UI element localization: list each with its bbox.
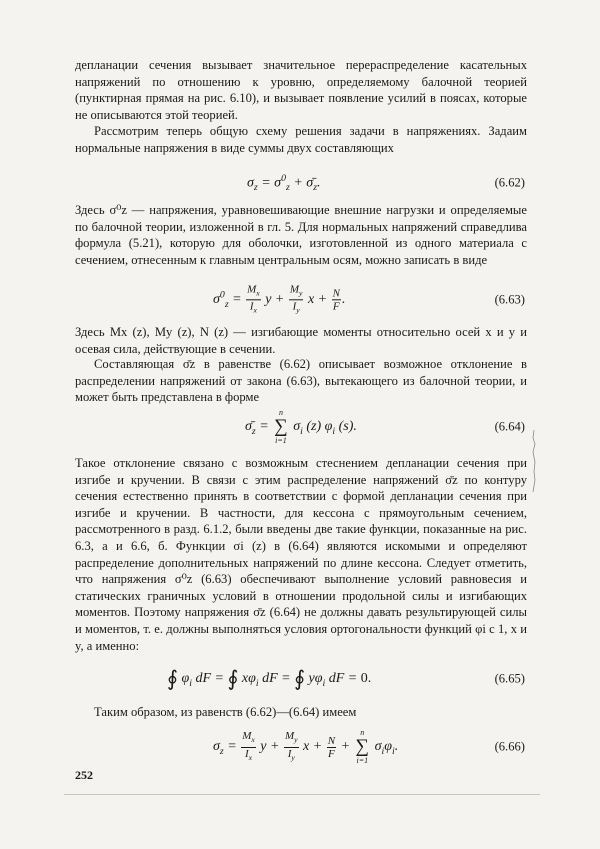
- equation-number: (6.62): [494, 175, 525, 190]
- paragraph-5: Составляющая σ̄z в равенстве (6.62) описывает возможное отклонение в распределении напряжений от закона (6.63), вытекающего из балочной теории, и может быть представлена в форме: [75, 357, 527, 405]
- equation-number: (6.65): [494, 671, 525, 686]
- bottom-divider: [64, 794, 540, 795]
- paragraph-6: Такое отклонение связано с возможным стеснением депланации сечения при изгибе и кручении. В связи с этим распределение напряжений σ̄z по контуру сечения естественно принять в соответствии с формой депланации сечения при изгибе и кручении. В частности, для кессона с прямоугольным сечением, рассмотренного в разд. 6.1.2, были введены две такие функции, показанные на рис. 6.3, а и 6.6, б. Функции σi (z) в (6.64) являются искомыми и определяют распределение дополнительных напряжений по длине кессона. Следует отметить, что напряжения σ⁰z (6.63) обеспечивают выполнение условий равновесия и статических граничных условий в отношении продольной силы и изгибающих моментов. Поэтому напряжения σ̄z (6.64) не должны давать результирующей силы и моментов, т. е. должны выполняться условия ортогональности функций φi с 1, x и y, а именно:: [75, 456, 527, 653]
- equation-number: (6.63): [494, 292, 525, 307]
- margin-ink-mark: [531, 428, 537, 494]
- paragraph-2: Рассмотрим теперь общую схему решения задачи в напряжениях. Задаим нормальные напряжения в виде суммы двух составляющих: [75, 124, 527, 155]
- paragraph-4: Здесь Mx (z), My (z), N (z) — изгибающие моменты относительно осей x и y и осевая сила, действующие в сечении.: [75, 325, 527, 356]
- equation-6-66: $\sigma_z$ = $\frac{M_x}{I_x}$ y + $\frac{M_y}{I_y}$ x + $\frac{N}{F}$ + n ∑ i=1 $\sigma_i\varphi_i$. (6.66): [213, 728, 525, 765]
- page-number: 252: [75, 768, 93, 782]
- equation-number: (6.66): [494, 739, 525, 754]
- equation-6-65: ∮ $\varphi_i$ dF = ∮ $x\varphi_i$ dF = ∮ $y\varphi_i$ dF = 0. (6.65): [167, 666, 525, 691]
- equation-number: (6.64): [494, 419, 525, 434]
- paragraph-7: Таким образом, из равенств (6.62)—(6.64) имеем: [94, 705, 357, 719]
- paragraph-3: Здесь σ⁰z — напряжения, уравновешивающие внешние нагрузки и определяемые по балочной теории, изложенной в гл. 5. Для нормальных напряжений справедлива формула (5.21), которую для оболочки, изготовленной из одного материала с сечением, отнесенным к главным центральным осям, можно записать в виде: [75, 203, 527, 267]
- paragraph-1: депланации сечения вызывает значительное перераспределение касательных напряжений по отношению к уровню, определяемому балочной теорией (пунктирная прямая на рис. 6.10), и вызывает появление усилий в поясах, которые не описываются этой теорией.: [75, 58, 527, 122]
- equation-6-64: $\sigmā_z$ = n ∑ i=1 $\sigma_i$ (z) $\varphi_i$ (s). (6.64): [245, 408, 525, 445]
- equation-6-62: $\sigma_z = \sigma^0_z$ + $\sigmā_z$. (6.62): [247, 172, 525, 194]
- equation-6-63: $\sigma^0_z$ = $\frac{M_x}{I_x}$ y + $\frac{M_y}{I_y}$ x + $\frac{N}{F}$ . (6.63): [213, 283, 525, 315]
